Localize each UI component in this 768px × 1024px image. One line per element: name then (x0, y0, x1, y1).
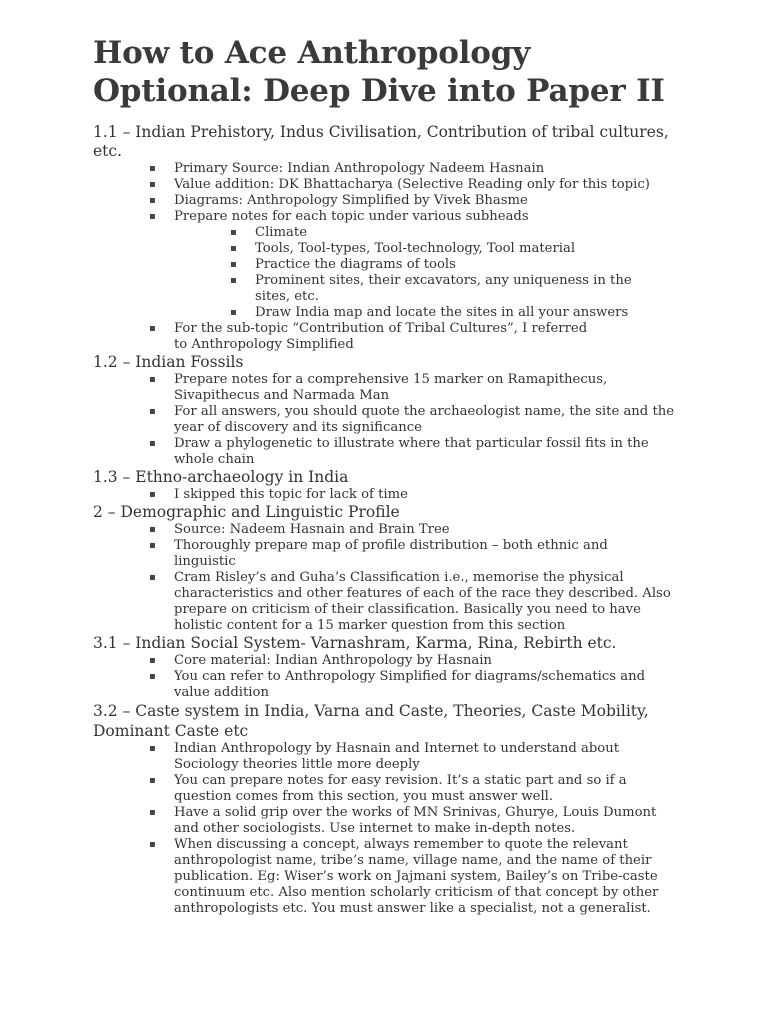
section-heading: 3.2 – Caste system in India, Varna and Caste, Theories, Caste Mobility, Dominant Caste etc (93, 702, 649, 740)
list-item: ▪ Diagrams: Anthropology Simplified by Vivek Bhasme (174, 193, 693, 209)
sub-list-item: ▪ Climate (255, 225, 693, 241)
document-title: How to Ace Anthropology Optional: Deep Dive into Paper II (93, 35, 665, 109)
bullet-list (93, 161, 693, 353)
list-item: ▪ Draw a phylogenetic to illustrate where that particular fossil fits in the whole chain (174, 436, 664, 468)
list-item-text: Prepare notes for each topic under various subheads (174, 209, 529, 224)
list-item: ▪ For all answers, you should quote the archaeologist name, the site and the year of discovery and its significance (174, 404, 684, 436)
section-heading: 3.1 – Indian Social System- Varnashram, Karma, Rina, Rebirth etc. (93, 634, 617, 652)
list-item: ▪ Prepare notes for a comprehensive 15 marker on Ramapithecus, Sivapithecus and Narmada Man (174, 372, 624, 404)
sub-list-item: ▪ Practice the diagrams of tools (255, 257, 693, 273)
bullet-list (93, 522, 693, 634)
bullet-list (93, 487, 693, 503)
list-item: ▪ When discussing a concept, always remember to quote the relevant anthropologist name, tribe’s name, village name, and the name of their publication. Eg: Wiser’s work on Jajmani system, Bailey’s on Tribe-caste continuum etc. Also mention scholarly criticism of that concept by other anthropologists etc. You must answer like a specialist, not a generalist. (174, 837, 674, 917)
list-item: ▪ Thoroughly prepare map of profile distribution – both ethnic and linguistic (174, 538, 644, 570)
list-item: ▪ For the sub-topic “Contribution of Tribal Cultures”, I referred to Anthropology Simplified (174, 321, 604, 353)
list-item: ▪ You can prepare notes for easy revision. It’s a static part and so if a question comes from this section, you must answer well. (174, 773, 644, 805)
section-heading: 2 – Demographic and Linguistic Profile (93, 503, 400, 521)
bullet-list (93, 741, 693, 917)
section-3-2 (93, 701, 693, 917)
section-heading: 1.2 – Indian Fossils (93, 353, 244, 371)
section-1-3 (93, 468, 693, 503)
list-item: ▪ Primary Source: Indian Anthropology Nadeem Hasnain (174, 161, 693, 177)
list-item: ▪ Source: Nadeem Hasnain and Brain Tree (174, 522, 693, 538)
section-2 (93, 503, 693, 634)
sub-list-item: ▪ Draw India map and locate the sites in all your answers (255, 305, 693, 321)
section-1-2 (93, 353, 693, 468)
list-item: ▪ Core material: Indian Anthropology by Hasnain (174, 653, 693, 669)
section-heading: 1.1 – Indian Prehistory, Indus Civilisation, Contribution of tribal cultures, etc. (93, 123, 669, 160)
list-item: ▪ Cram Risley’s and Guha’s Classification i.e., memorise the physical characteristics and other features of each of the race they described. Also prepare on criticism of their classification. Basically you need to have holistic content for a 15 marker question from this section (174, 570, 679, 634)
list-item: ▪ Have a solid grip over the works of MN Srinivas, Ghurye, Louis Dumont and other sociologists. Use internet to make in-depth notes. (174, 805, 674, 837)
list-item: ▪ Indian Anthropology by Hasnain and Internet to understand about Sociology theories little more deeply (174, 741, 644, 773)
list-item: ▪ You can refer to Anthropology Simplified for diagrams/schematics and value addition (174, 669, 674, 701)
bullet-list (93, 653, 693, 701)
list-item: ▪ I skipped this topic for lack of time (174, 487, 693, 503)
sub-list-item: ▪ Prominent sites, their excavators, any uniqueness in the sites, etc. (255, 273, 645, 305)
bullet-list (93, 372, 693, 468)
section-3-1 (93, 634, 693, 701)
section-1-1 (93, 123, 693, 353)
list-item: ▪ Value addition: DK Bhattacharya (Selective Reading only for this topic) (174, 177, 693, 193)
document-page (93, 34, 693, 917)
section-heading: 1.3 – Ethno-archaeology in India (93, 468, 349, 486)
sub-bullet-list (174, 225, 693, 321)
list-item (174, 209, 693, 321)
sub-list-item: ▪ Tools, Tool-types, Tool-technology, Tool material (255, 241, 693, 257)
